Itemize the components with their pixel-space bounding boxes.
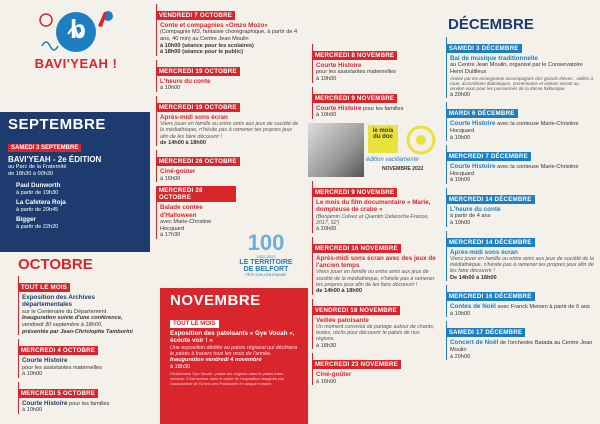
- event-oct-expo: [18, 276, 146, 335]
- event-desc: avec Franck Meinen à partir de 6 ans: [497, 304, 590, 311]
- sept-date: SAMEDI 3 SEPTEMBRE: [8, 144, 81, 152]
- event-dec-3: [446, 37, 594, 98]
- event-date: MERCREDI 9 NOVEMBRE: [312, 188, 397, 197]
- event-desc: Viens jouer en famille ou entre amis aux jeux de société de la médiathèque, n'hésite pas à ramener tes propres jeux afin de les faire découvrir !: [160, 121, 299, 140]
- event-oct-28: [156, 186, 236, 239]
- event-title: Courte Histoire: [316, 62, 362, 69]
- nov-expo-date: TOUT LE MOIS: [170, 320, 219, 328]
- target-icon: [406, 125, 436, 155]
- event-date: MERCREDI 9 NOVEMBRE: [312, 94, 397, 103]
- event-time: à 17h30: [160, 232, 181, 239]
- event-time: de 14h00 à 18h00: [160, 139, 207, 146]
- event-title: L'heure du conte: [450, 205, 501, 213]
- month-december: DÉCEMBRE: [448, 16, 534, 33]
- event-time: de 14h00 à 18h00: [316, 288, 363, 295]
- event-line: Inauguration suivie d'une conférence,: [22, 315, 123, 322]
- film-photo: [308, 123, 364, 177]
- brand-logo: [28, 6, 124, 78]
- event-date: MERCREDI 23 NOVEMBRE: [312, 360, 401, 369]
- event-time: à 16h00: [160, 175, 181, 182]
- event-nov-9a: [312, 87, 438, 119]
- event-time: à 10h00: [450, 219, 471, 226]
- logo-letter: b: [70, 14, 86, 44]
- event-date: MARDI 6 DÉCEMBRE: [446, 109, 518, 118]
- event-desc: avec Marie-Christine Hocquard: [160, 219, 212, 232]
- event-date: MERCREDI 4 OCTOBRE: [18, 346, 98, 355]
- event-date: MERCREDI 28 OCTOBRE: [156, 186, 236, 202]
- mois-doc-logo: [368, 125, 398, 153]
- month-september: SEPTEMBRE: [8, 116, 106, 133]
- act-1: [8, 182, 142, 196]
- event-time: à 18h30: [316, 342, 337, 349]
- mois-doc-l1: le mois: [372, 127, 394, 134]
- act-time: à partir de 19h30: [16, 189, 59, 196]
- event-desc: pour les assistantes maternelles: [22, 364, 102, 371]
- event-oct-19b: [156, 96, 302, 147]
- event-nov-18: [312, 299, 438, 350]
- act-name: Bigger: [16, 216, 36, 224]
- event-desc: (Compagnie M3, fantaisie chorégraphique, à partir de 4 ans, 40 min) au Centre Jean Moulin: [160, 29, 298, 42]
- mois-doc-date: NOVEMBRE 2022: [382, 165, 424, 172]
- event-time: à 20h00: [450, 353, 471, 360]
- event-date: VENDREDI 18 NOVEMBRE: [312, 306, 400, 315]
- column-november: [308, 0, 442, 424]
- november-block: [160, 288, 308, 424]
- event-nov-9b: [312, 181, 438, 233]
- event-desc: pour les assistantes maternelles: [316, 69, 396, 76]
- event-title: Exposition des Archives départementales: [22, 294, 95, 309]
- column-december: [442, 0, 600, 424]
- event-time: à 20h00: [316, 226, 337, 232]
- act-name: La Cafetera Roja: [16, 199, 66, 207]
- event-oct-5: [18, 382, 146, 414]
- mois-doc-banner: [308, 123, 442, 177]
- event-title: Après-midi sons écran: [450, 248, 518, 256]
- event-desc: (Benjamin Colvez et Quentin Delaroche-France, 2017, 52'): [316, 213, 429, 226]
- act-2: [8, 199, 142, 213]
- event-desc: pour les familles: [69, 400, 110, 407]
- event-title: Courte Histoire: [22, 399, 68, 407]
- event-nov-8: [312, 44, 438, 83]
- event-time: à 10h00 (séance pour les scolaires): [160, 42, 254, 49]
- event-title: Conte et compagnies «Omzo Mozo»: [160, 22, 268, 29]
- event-time: à 10h00: [450, 177, 471, 184]
- centenary-badge: [230, 232, 302, 277]
- event-nov-23: [312, 353, 438, 385]
- event-dec-14b: [446, 231, 594, 282]
- event-date: VENDREDI 7 OCTOBRE: [156, 11, 235, 20]
- event-desc: de l'orchestre Batada au Centre Jean Moulin: [450, 340, 593, 353]
- event-desc: pour les familles: [363, 105, 404, 112]
- column-september-october: [0, 0, 150, 424]
- event-dec-16: [446, 285, 594, 317]
- event-date: MERCREDI 14 DÉCEMBRE: [446, 238, 535, 247]
- badge-sub: FÊTE SON CENTENAIRE: [245, 273, 287, 277]
- event-desc: Un moment convivial de partage autour de chants, textes, récits pour découvrir le patois de nos régions.: [316, 324, 435, 343]
- event-desc: à partir de 4 ans: [450, 213, 491, 220]
- event-time: De 14h00 à 18h00: [450, 274, 497, 281]
- event-title: Courte Histoire: [450, 163, 496, 171]
- badge-line: DE BELFORT: [243, 266, 289, 273]
- event-title: Après-midi sons écran: [160, 113, 228, 121]
- event-date: MERCREDI 5 OCTOBRE: [18, 389, 98, 398]
- event-date: MERCREDI 19 OCTOBRE: [156, 67, 240, 76]
- act-time: à partir de 22h20: [16, 223, 59, 230]
- event-title: Ciné-goûter: [160, 168, 196, 176]
- event-title: Ciné-goûter: [316, 371, 352, 379]
- event-time: à 16h00: [316, 378, 337, 385]
- event-title: Balade contée d'Halloween: [160, 204, 203, 219]
- event-date: MERCREDI 8 NOVEMBRE: [312, 51, 397, 60]
- event-line: vendredi 30 septembre à 18h00,: [22, 322, 103, 328]
- event-desc: avec la conteuse Marie-Christine Hocquard: [450, 121, 579, 134]
- event-dec-14a: [446, 188, 594, 227]
- nov-expo-time: à 18h30: [170, 363, 191, 370]
- event-title: Bal de musique traditionnelle: [450, 55, 538, 62]
- event-time: à 10h00: [450, 134, 471, 141]
- event-title: Courte Histoire: [316, 104, 362, 112]
- mois-doc-edition: édition vacillamente: [366, 156, 419, 163]
- event-date: MERCREDI 26 OCTOBRE: [156, 157, 240, 166]
- event-date: MERCREDI 14 DÉCEMBRE: [446, 195, 535, 204]
- event-title: L'heure du conte: [160, 77, 211, 85]
- event-nov-16: [312, 237, 438, 295]
- event-date: SAMEDI 17 DÉCEMBRE: [446, 328, 525, 337]
- act-time: à partir de 20h45: [16, 206, 59, 213]
- event-time: à 10h00: [22, 407, 43, 414]
- event-date: MERCREDI 19 OCTOBRE: [156, 103, 240, 112]
- event-time: à 18h00 (séance pour le public): [160, 49, 244, 56]
- brand-name: BAVI'YEAH !: [34, 56, 118, 71]
- badge-years: 1922-2022: [256, 254, 276, 259]
- event-title: Veillée patoisante: [316, 316, 369, 324]
- event-desc: Viens jouer en famille ou entre amis aux jeux de société de la médiathèque, n'hésite pas à ramener tes propres jeux afin de les faire découvrir !: [450, 255, 594, 275]
- event-title: Contes de Noël: [450, 303, 496, 311]
- event-title: Concert de Noël: [450, 339, 499, 347]
- october-section: [18, 256, 146, 418]
- nov-expo-title: Exposition des patoisants « Gye Vouah », écoute voir ! »: [170, 330, 295, 345]
- event-time: à 10h00: [450, 310, 471, 317]
- event-note: Animé par les enseignants accompagnés des grands élèves : vielles à roue, accordéons diatoniques, cornemuses et violons seront au rendez-vous pour les passionnés de la danse folklorique: [450, 75, 593, 92]
- sept-hours: de 18h30 à 00h30: [8, 170, 54, 177]
- month-november: NOVEMBRE: [170, 292, 261, 309]
- event-date: MERCREDI 16 DÉCEMBRE: [446, 292, 535, 301]
- september-block: [0, 112, 150, 252]
- event-title: Après-midi sons écran avec des jeux de l'ancien temps: [316, 254, 436, 269]
- event-dec-17: [446, 321, 594, 360]
- event-date: TOUT LE MOIS: [18, 283, 70, 292]
- nov-expo-note: Dictionnaire Gye Vouah : patois les origines dans le patois franc-comtois. C'est surtout dans le cadre de l'exposition imaginée par l'Association de l'Union des Patoisants en langue romane.: [170, 371, 285, 386]
- event-title: Le mois du film documentaire « Marie, dompteuse de crabe »: [316, 198, 431, 214]
- event-date: MERCREDI 16 NOVEMBRE: [312, 244, 401, 253]
- event-time: à 10h00: [316, 112, 337, 119]
- event-desc: Viens jouer en famille ou entre amis aux jeux de société de la médiathèque, n'hésite pas à ramener tes propres jeux afin de les faire découvrir !: [316, 269, 435, 288]
- event-date: SAMEDI 3 DÉCEMBRE: [446, 44, 522, 53]
- event-dec-6: [446, 102, 594, 141]
- event-time: à 10h00: [22, 371, 43, 378]
- badge-number: 100: [247, 230, 285, 255]
- event-oct-7: [156, 4, 302, 56]
- nov-expo-inaug: Inauguration vendredi 4 novembre: [170, 357, 262, 364]
- event-oct-26: [156, 150, 302, 182]
- event-date: MERCREDI 7 DÉCEMBRE: [446, 152, 531, 161]
- event-dec-7: [446, 145, 594, 184]
- act-3: [8, 216, 142, 230]
- sept-title: BAVI'YEAH - 2e ÉDITION: [8, 155, 102, 164]
- event-desc: au Centre Jean Moulin, organisé par le Conservatoire Henri Dutilleux: [450, 62, 583, 75]
- event-oct-4: [18, 339, 146, 378]
- event-time: à 10h00: [160, 85, 181, 92]
- event-oct-19a: [156, 60, 302, 92]
- month-october: OCTOBRE: [18, 256, 93, 273]
- event-time: à 20h00: [450, 91, 471, 98]
- event-desc: avec la conteuse Marie-Christine Hocquard: [450, 164, 579, 177]
- event-desc: sur le Centenaire du Département: [22, 308, 107, 315]
- event-title: Courte Histoire: [22, 357, 68, 365]
- event-title: Courte Histoire: [450, 120, 496, 128]
- event-time: à 10h00: [316, 76, 337, 82]
- act-name: Paul Dunworth: [16, 182, 61, 190]
- event-line: présentée par Jean-Christophe Tamborini: [22, 328, 133, 335]
- nov-expo-desc: Une exposition dédiée au patois régional qui déclinera le patois à travers tous les mois de l'année.: [170, 344, 298, 358]
- badge-line: LE TERRITOIRE: [239, 259, 293, 266]
- mois-doc-l2: du doc: [373, 133, 393, 140]
- sept-place: au Parc de la Fraternité: [8, 164, 67, 170]
